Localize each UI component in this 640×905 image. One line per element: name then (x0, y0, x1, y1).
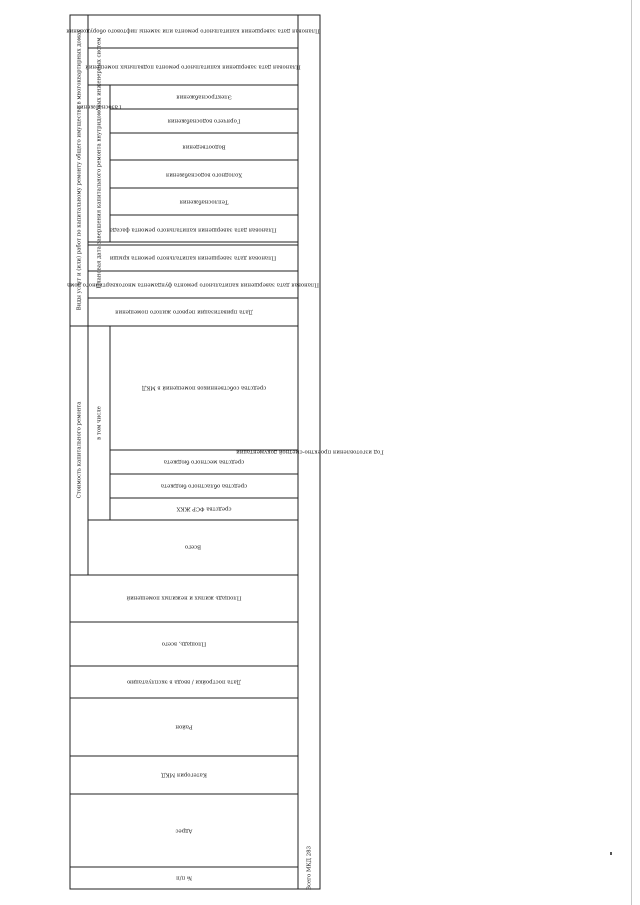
col-area-rooms: Площадь жилых и нежилых помещений (126, 594, 242, 601)
col-category: Категория МКД (161, 771, 207, 778)
col-hot-water: Горячего водоснабжения (167, 117, 241, 124)
col-sewerage: Водоотведения (182, 143, 226, 150)
col-privatization-date: Дата приватизации первого жилого помещения (115, 308, 253, 315)
col-elevator: Плановая дата завершения капитального ремонта или замены лифтового оборудования (66, 27, 320, 34)
col-heating: Теплоснабжения (179, 198, 229, 205)
col-roof: Плановая дата завершения капитального ремонта крыши (109, 254, 277, 261)
col-foundation: Плановая дата завершения капитального ремонта фундамента многоквартирного дома (66, 281, 320, 288)
col-facade: Плановая дата завершения капитального ремонта фасада (109, 226, 277, 233)
col-cost-local: средства местного бюджета (163, 458, 245, 465)
col-cost-total: Всего (184, 543, 202, 550)
col-build-date: Дата постройки / ввода в эксплуатацию (127, 678, 241, 685)
header-in-that-number: в том числе (96, 406, 103, 440)
col-num: № п/п (176, 874, 192, 881)
header-cost-group: Стоимость капитального ремонта (76, 401, 83, 499)
header-systems-group: Плановая дата завершения капитального ремонта внутридомовых инженерных систем (96, 37, 103, 289)
footer-total: Всего МКД 283 (306, 845, 313, 891)
col-cost-owners: средства собственников помещений в МКД (141, 384, 267, 391)
col-basement: Плановая дата завершения капитального ремонта подвальных помещений (85, 63, 301, 70)
col-cost-regional: средства областного бюджета (160, 482, 248, 489)
header-works-group: Виды услуг и (или) работ по капитальному ремонту общего имущества в многоквартирных домах (76, 29, 83, 311)
col-area-total: Площадь, всего (161, 640, 207, 647)
col-electricity: Электроснабжения (176, 93, 232, 100)
col-cold-water: Холодного водоснабжения (165, 171, 243, 178)
col-gas: Газоснабжения (76, 103, 122, 110)
col-design-docs: Год изготовления проектно-сметной документации (236, 448, 384, 455)
col-address: Адрес (175, 827, 193, 834)
col-cost-fund: средства ФСР ЖКХ (176, 505, 232, 512)
col-district: Район (175, 723, 193, 730)
